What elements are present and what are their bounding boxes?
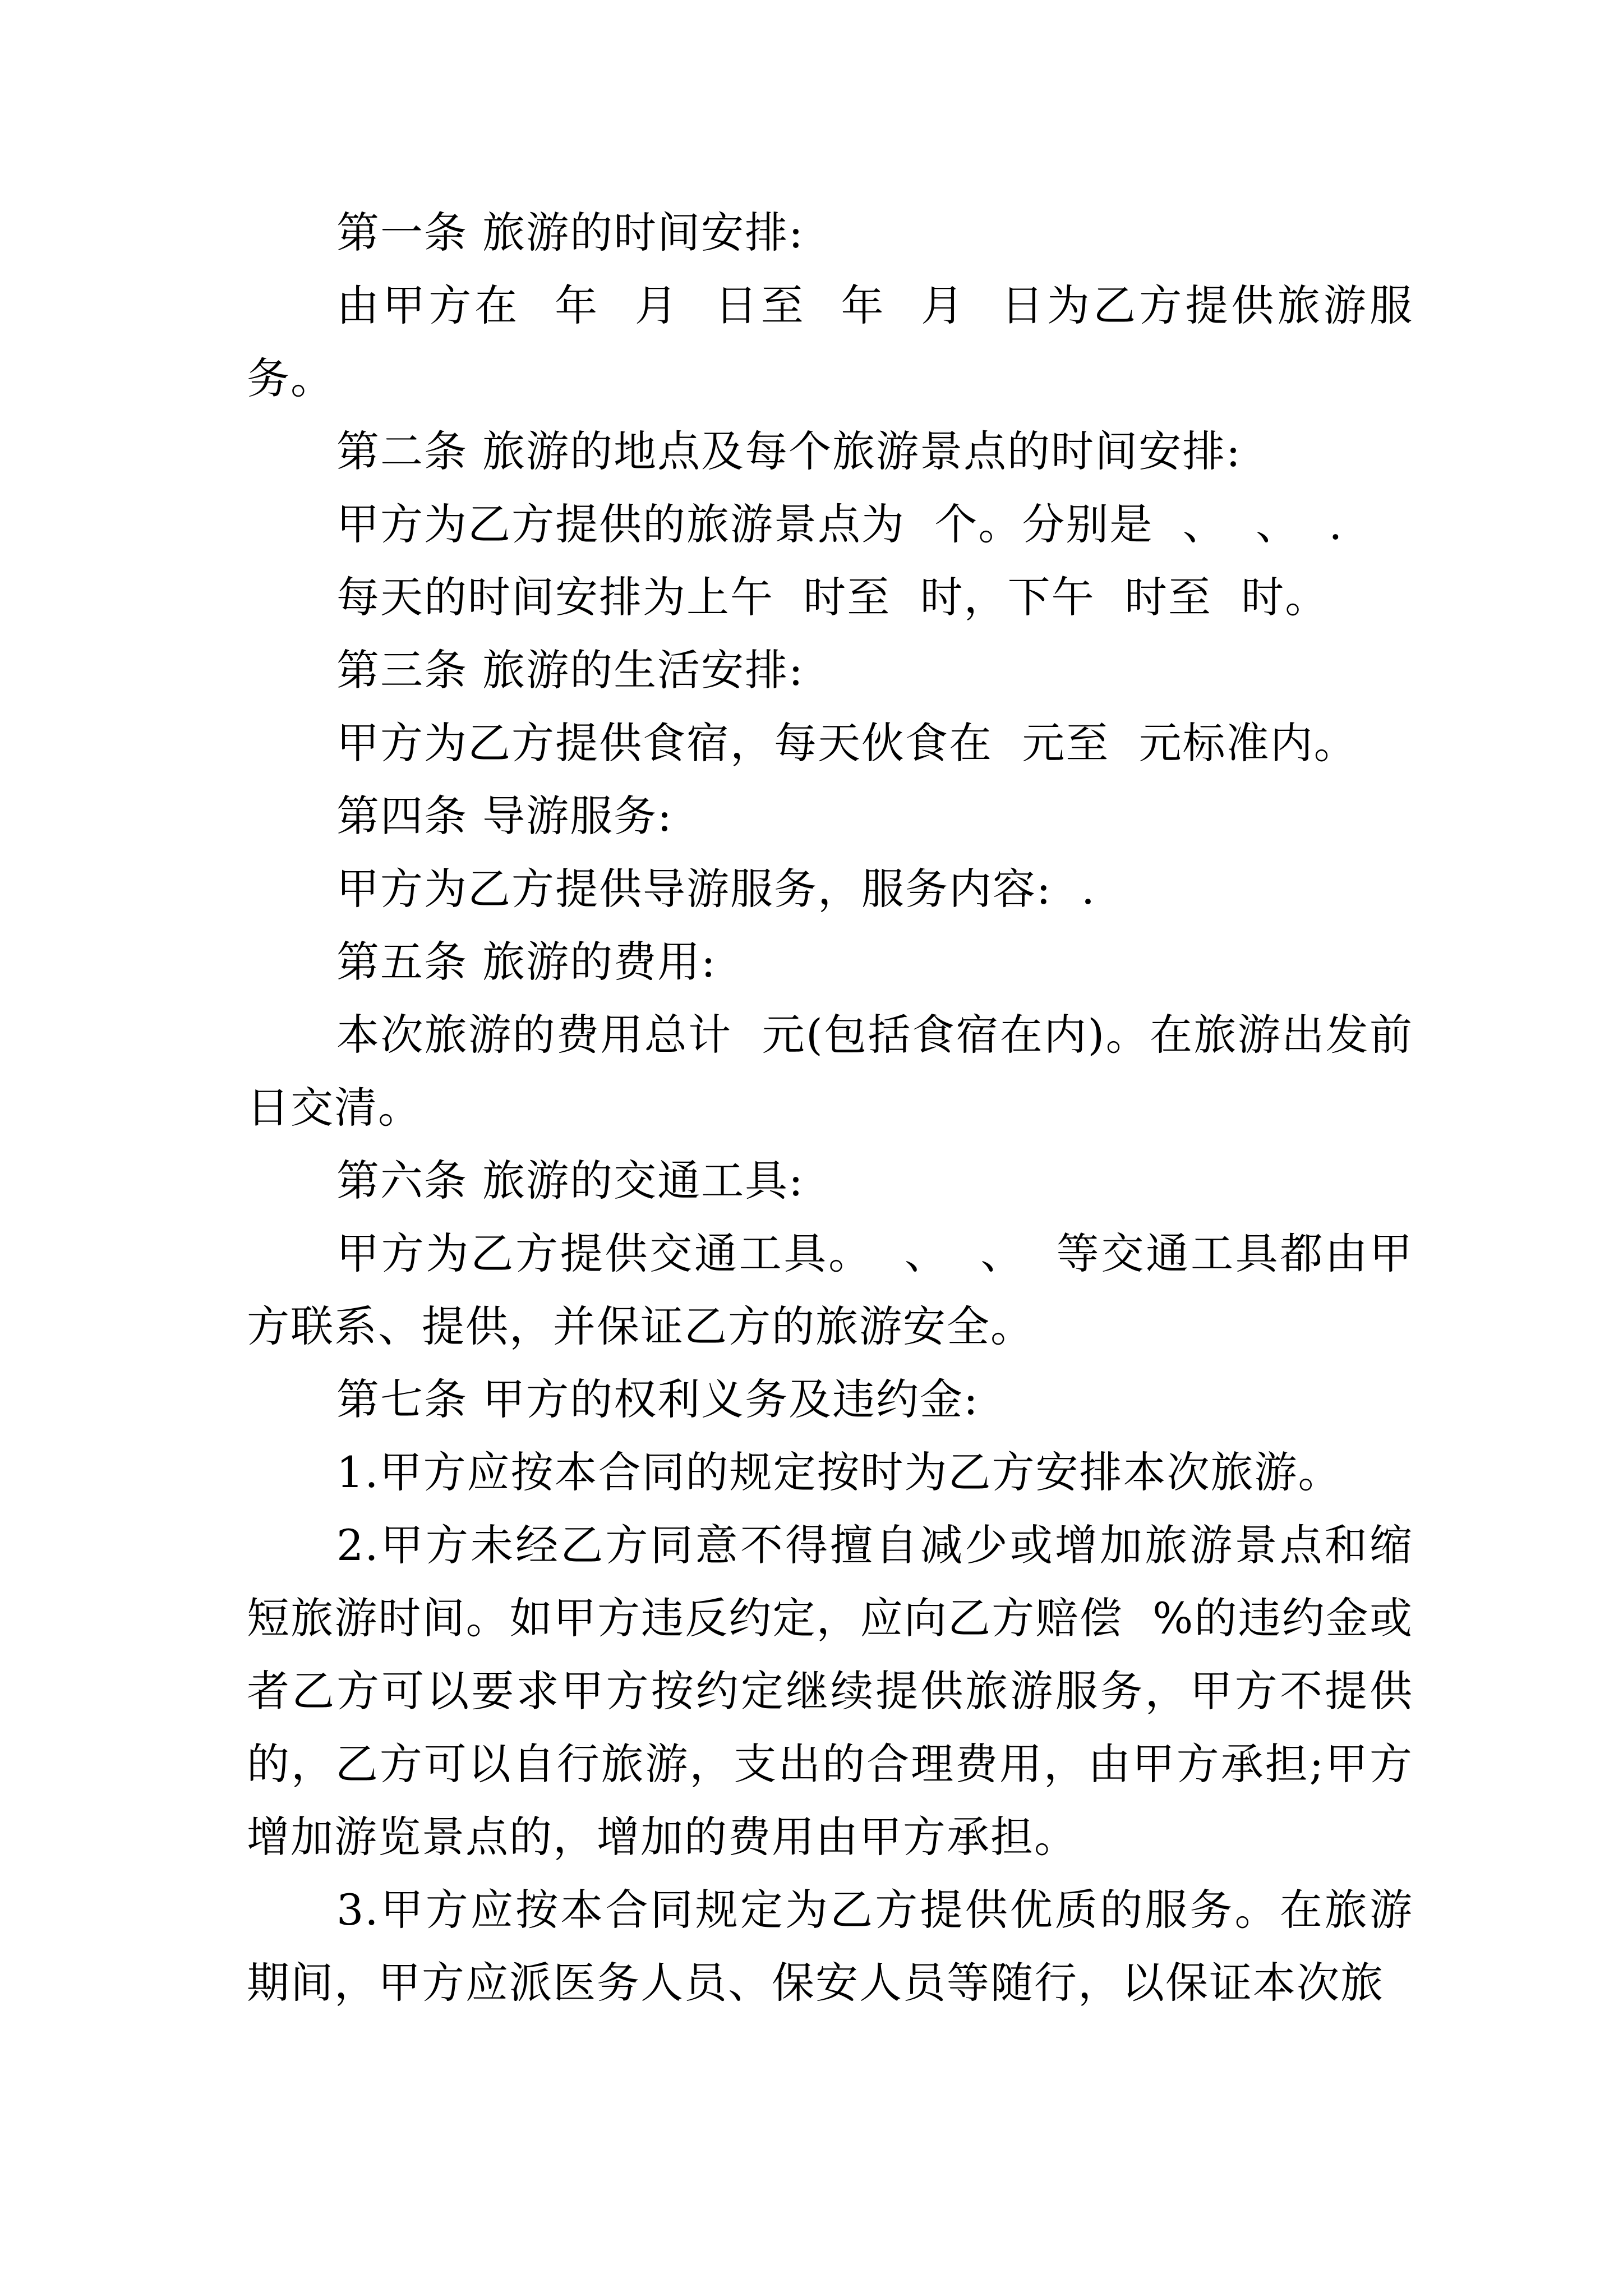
article-7-item-2: 2.甲方未经乙方同意不得擅自减少或增加旅游景点和缩短旅游时间。如甲方违反约定，应向乙方赔偿 %的违约金或者乙方可以要求甲方按约定继续提供旅游服务，甲方不提供的，乙方可以自行旅游，支出的合理费用，由甲方承担;甲方增加游览景点的，增加的费用由甲方承担。 [247, 1520, 1413, 1862]
article-6-heading: 第六条 旅游的交通工具: [336, 1156, 804, 1205]
article-5-fee-text: 本次旅游的费用总计 元(包括食宿在内)。在旅游出发前 日交清。 [247, 1010, 1443, 1133]
article-1-time-text: 由甲方在 年 月 日至 年 月 日为乙方提供旅游服务。 [247, 280, 1413, 403]
article-3-heading: 第三条 旅游的生活安排: [336, 645, 804, 695]
article-3-meals-text: 甲方为乙方提供食宿，每天伙食在 元至 元标准内。 [336, 718, 1358, 768]
article-4-heading: 第四条 导游服务: [336, 791, 673, 841]
article-2-schedule-text: 每天的时间安排为上午 时至 时，下午 时至 时。 [336, 572, 1329, 622]
article-4-guide-text: 甲方为乙方提供导游服务，服务内容: . [336, 864, 1096, 914]
document-body [247, 196, 1443, 2019]
article-7-heading: 第七条 甲方的权利义务及违约金: [336, 1374, 979, 1424]
article-2-heading: 第二条 旅游的地点及每个旅游景点的时间安排: [336, 426, 1242, 476]
article-7-item-1: 1.甲方应按本合同的规定按时为乙方安排本次旅游。 [336, 1447, 1342, 1497]
article-2-spots-text: 甲方为乙方提供的旅游景点为 个。分别是 、 、 . [336, 499, 1344, 549]
article-6-transport-text: 甲方为乙方提供交通工具。 、 、 等交通工具都由甲方联系、提供，并保证乙方的旅游安全。 [247, 1228, 1413, 1351]
article-1-heading: 第一条 旅游的时间安排: [336, 208, 804, 257]
article-5-heading: 第五条 旅游的费用: [336, 937, 717, 987]
article-7-item-3: 3.甲方应按本合同规定为乙方提供优质的服务。在旅游期间，甲方应派医务人员、保安人员等随行，以保证本次旅 [247, 1885, 1413, 2008]
